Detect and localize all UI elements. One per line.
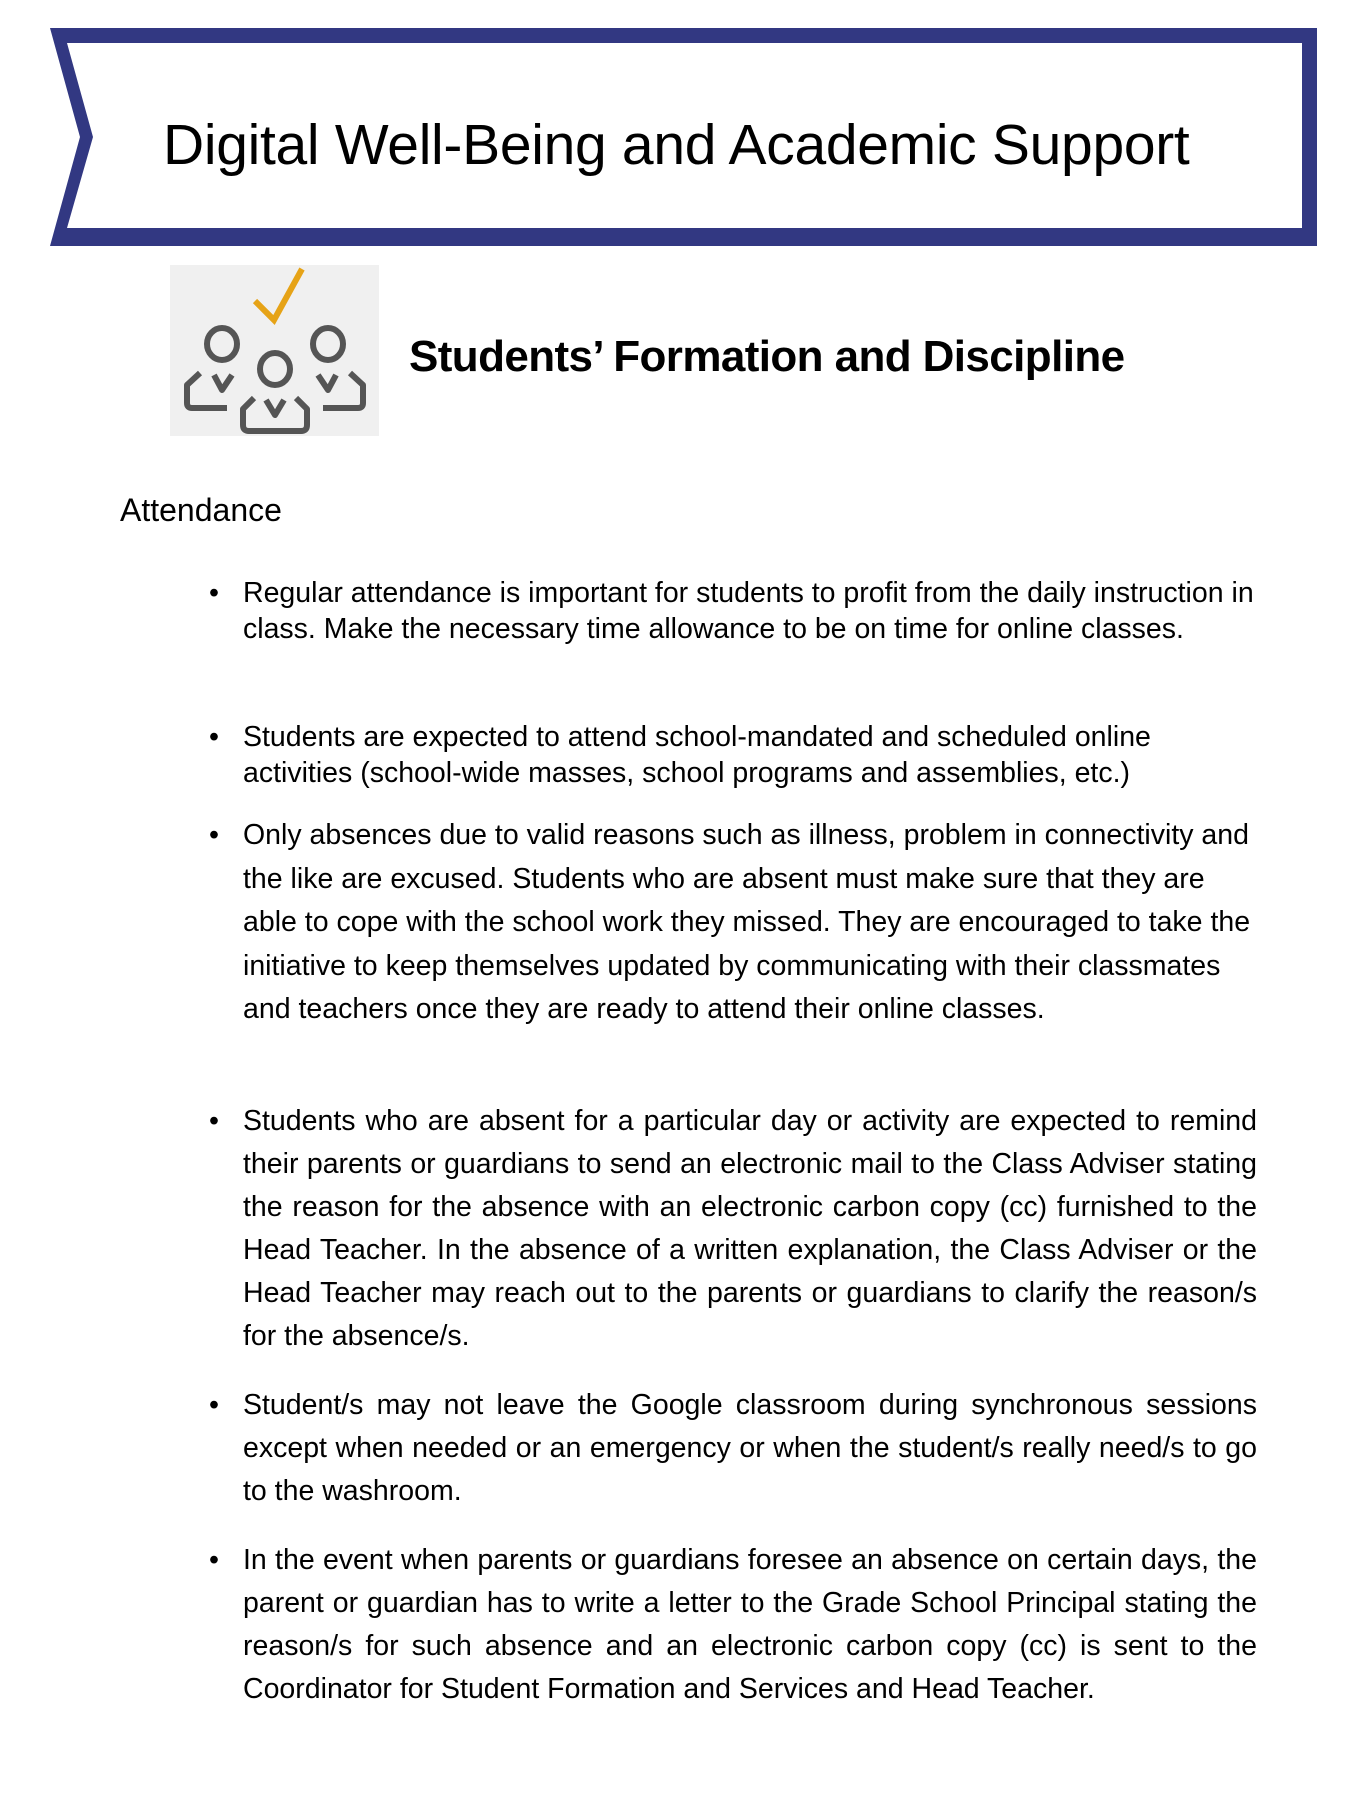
bullet: • xyxy=(209,721,219,753)
item-text: Student/s may not leave the Google classroom during synchronous sessions except when needed or an emergency or when the student/s really need/s to go to the washroom. xyxy=(243,1389,1257,1507)
students-checkmark-icon xyxy=(170,265,379,436)
bullet: • xyxy=(209,1389,219,1421)
bullet: • xyxy=(209,819,219,851)
section-heading: Students’ Formation and Discipline xyxy=(409,332,1125,381)
list-item xyxy=(209,719,1257,791)
page-title: Digital Well-Being and Academic Support xyxy=(163,113,1190,177)
list-item xyxy=(209,814,1257,1032)
list-item xyxy=(209,1100,1257,1358)
item-text: Regular attendance is important for students to profit from the daily instruction in class. Make the necessary time allowance to be on time for online classes. xyxy=(243,577,1254,645)
attendance-heading: Attendance xyxy=(120,492,282,528)
bullet: • xyxy=(209,577,219,609)
list-item xyxy=(209,1384,1257,1513)
bullet: • xyxy=(209,1544,219,1576)
item-text: Students who are absent for a particular day or activity are expected to remind their parents or guardians to send an electronic mail to the Class Adviser stating the reason for the absence with an electronic carbon copy (cc) furnished to the Head Teacher. In the absence of a written explanation, the Class Adviser or the Head Teacher may reach out to the parents or guardians to clarify the reason/s for the absence/s. xyxy=(243,1105,1257,1352)
bullet: • xyxy=(209,1105,219,1137)
item-text: Only absences due to valid reasons such as illness, problem in connectivity and the like are excused. Students who are absent must make sure that they are able to cope with the school work they missed. They are encouraged to take the initiative to keep themselves updated by communicating with their classmates and teachers once they are ready to attend their online classes. xyxy=(243,819,1251,1025)
item-text: Students are expected to attend school-mandated and scheduled online activities (school-wide masses, school programs and assemblies, etc.) xyxy=(243,721,1151,789)
list-item xyxy=(209,575,1257,647)
list-item xyxy=(209,1539,1257,1711)
item-text: In the event when parents or guardians foresee an absence on certain days, the parent or guardian has to write a letter to the Grade School Principal stating the reason/s for such absence and an electronic carbon copy (cc) is sent to the Coordinator for Student Formation and Services and Head Teacher. xyxy=(243,1544,1257,1705)
